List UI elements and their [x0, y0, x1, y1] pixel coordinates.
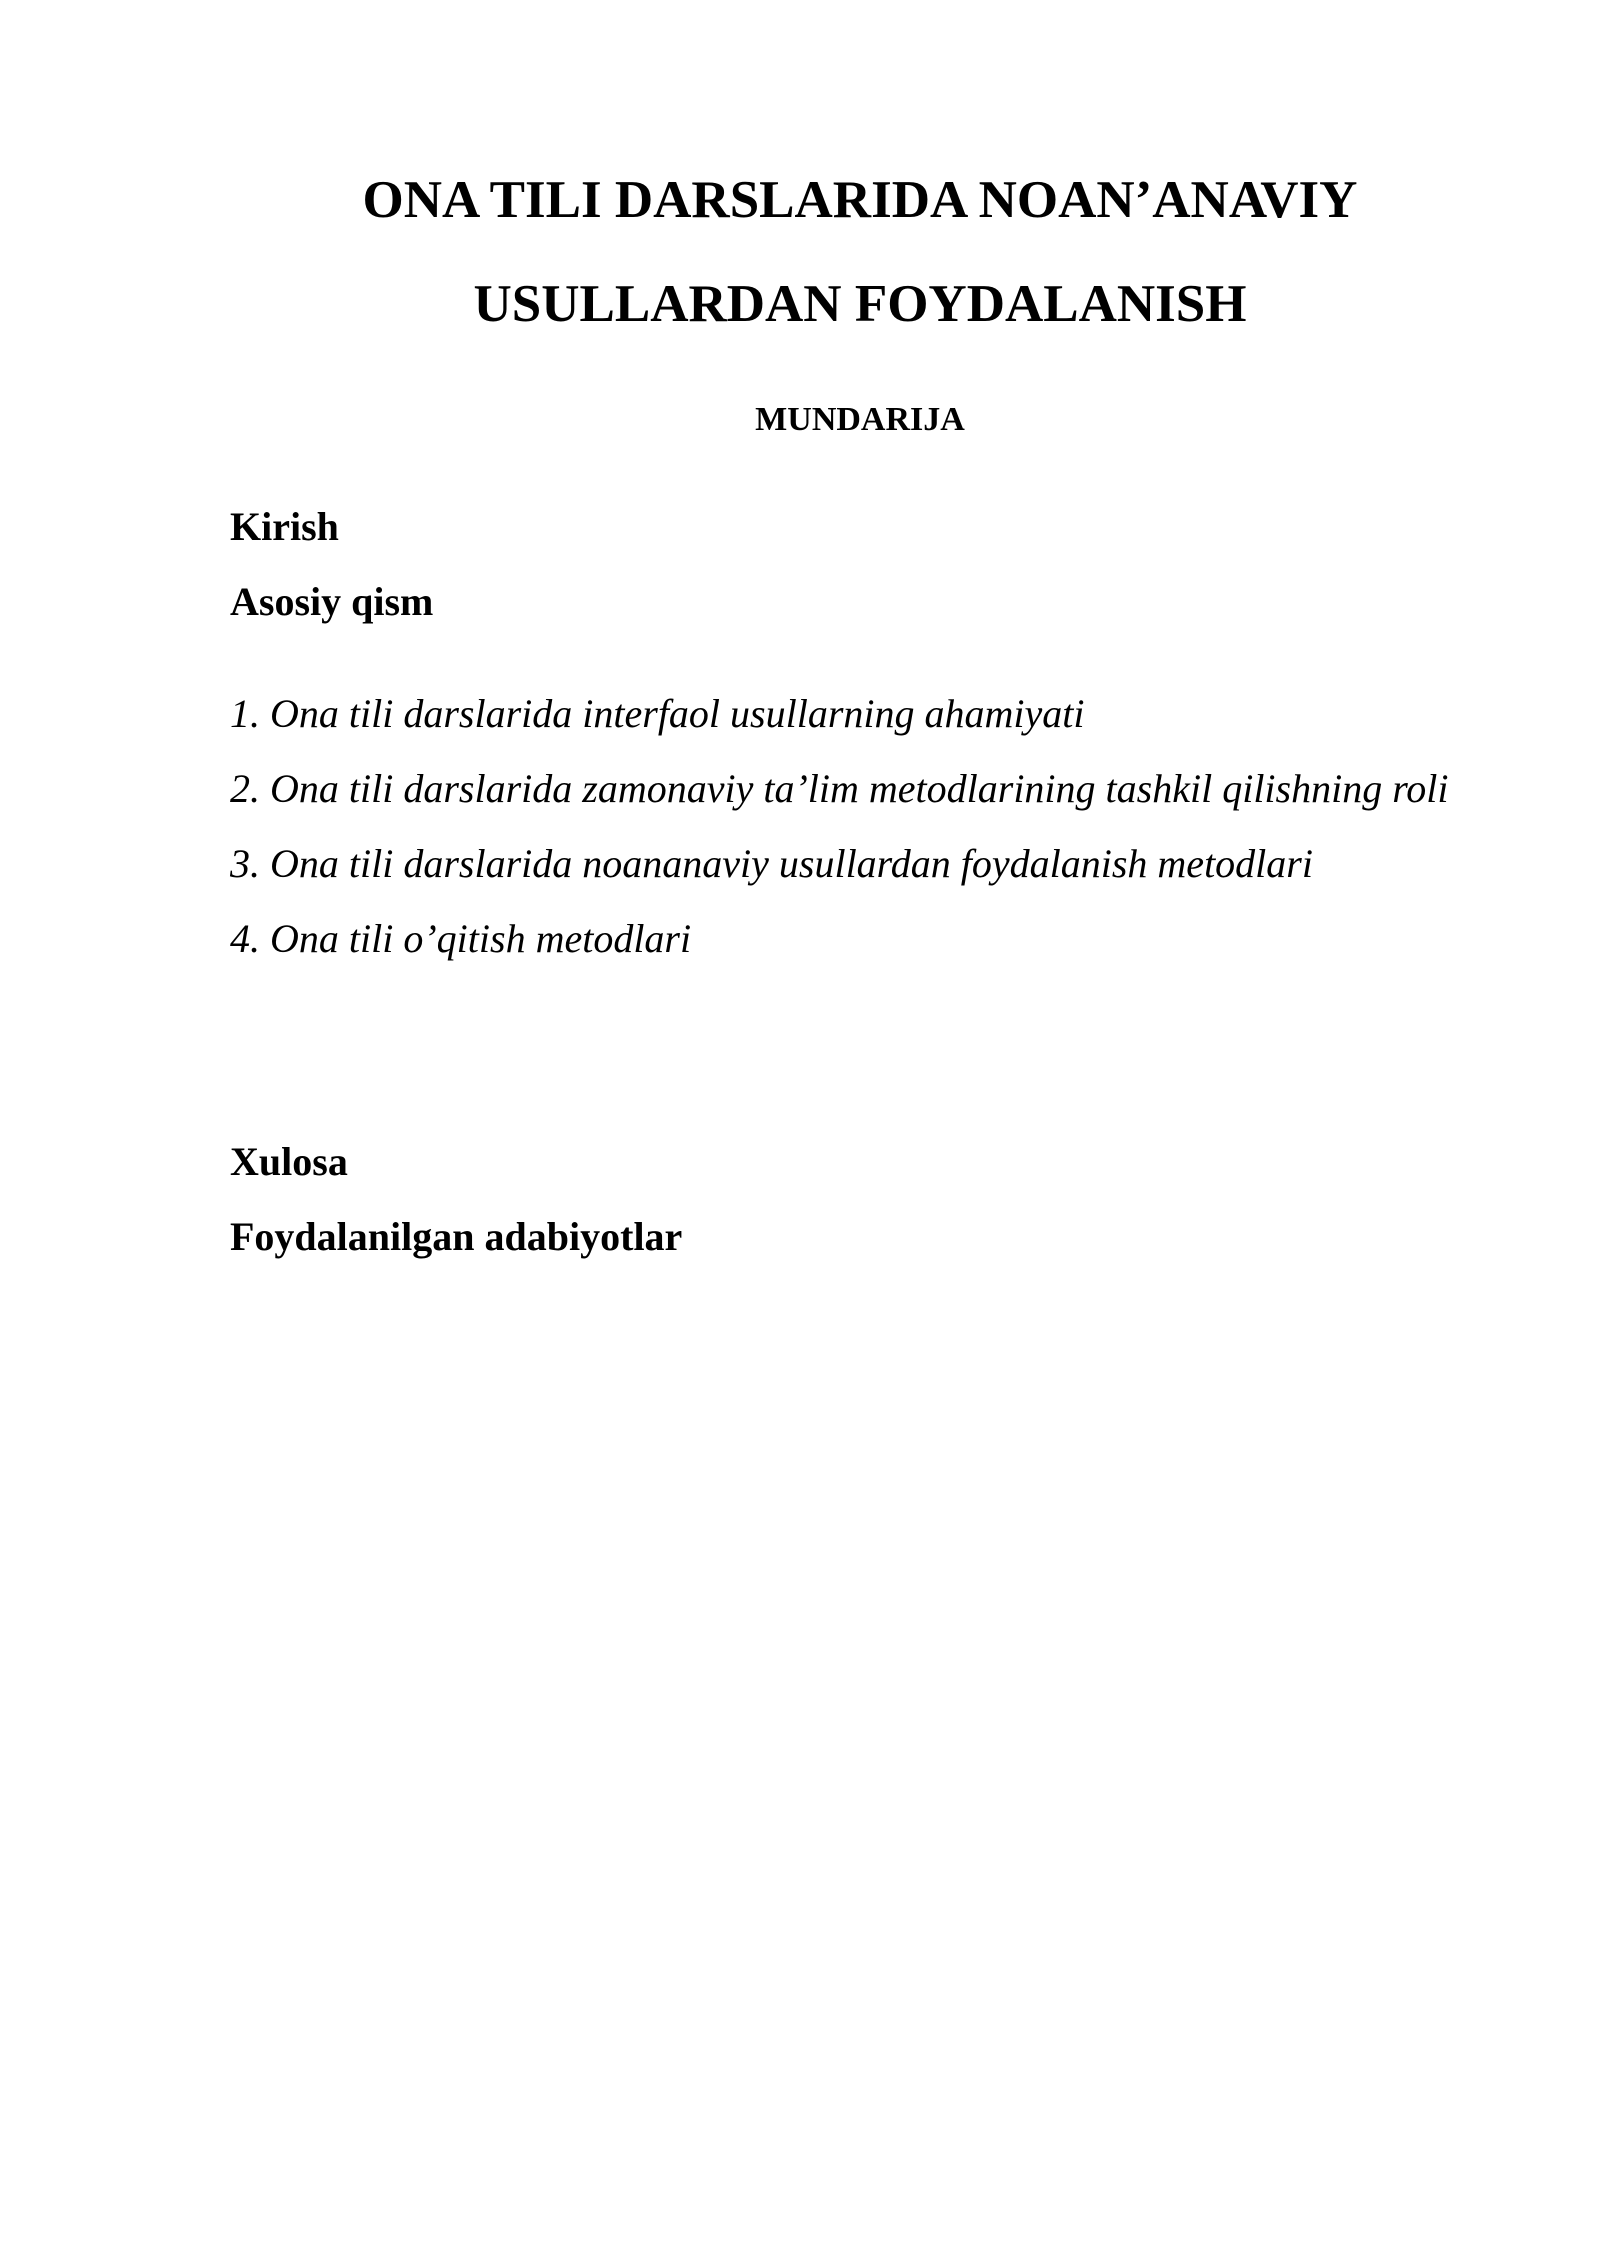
- toc-item-asosiy-qism: Asosiy qism: [230, 579, 434, 624]
- document-title: [230, 148, 1490, 356]
- toc-intro-list: [230, 489, 1530, 639]
- toc-section-1: 1. Ona tili darslarida interfaol usullarning ahamiyati: [230, 691, 1085, 736]
- document-title-line-1: ONA TILI DARSLARIDA NOAN’ANAVIY: [362, 171, 1358, 229]
- table-of-contents-heading: MUNDARIJA: [755, 401, 965, 438]
- toc-closing-list: [230, 1124, 1530, 1274]
- toc-section-3: 3. Ona tili darslarida noananaviy usullardan foydalanish metodlari: [230, 841, 1313, 886]
- toc-section-2: 2. Ona tili darslarida zamonaviy ta’lim metodlarining tashkil qilishning roli: [230, 766, 1449, 811]
- toc-item-kirish: Kirish: [230, 504, 339, 549]
- toc-item-xulosa: Xulosa: [230, 1139, 348, 1184]
- toc-item-foydalanilgan-adabiyotlar: Foydalanilgan adabiyotlar: [230, 1214, 683, 1259]
- document-title-line-2: USULLARDAN FOYDALANISH: [473, 275, 1247, 333]
- toc-sections-list: [230, 676, 1530, 976]
- toc-section-4: 4. Ona tili o’qitish metodlari: [230, 916, 692, 961]
